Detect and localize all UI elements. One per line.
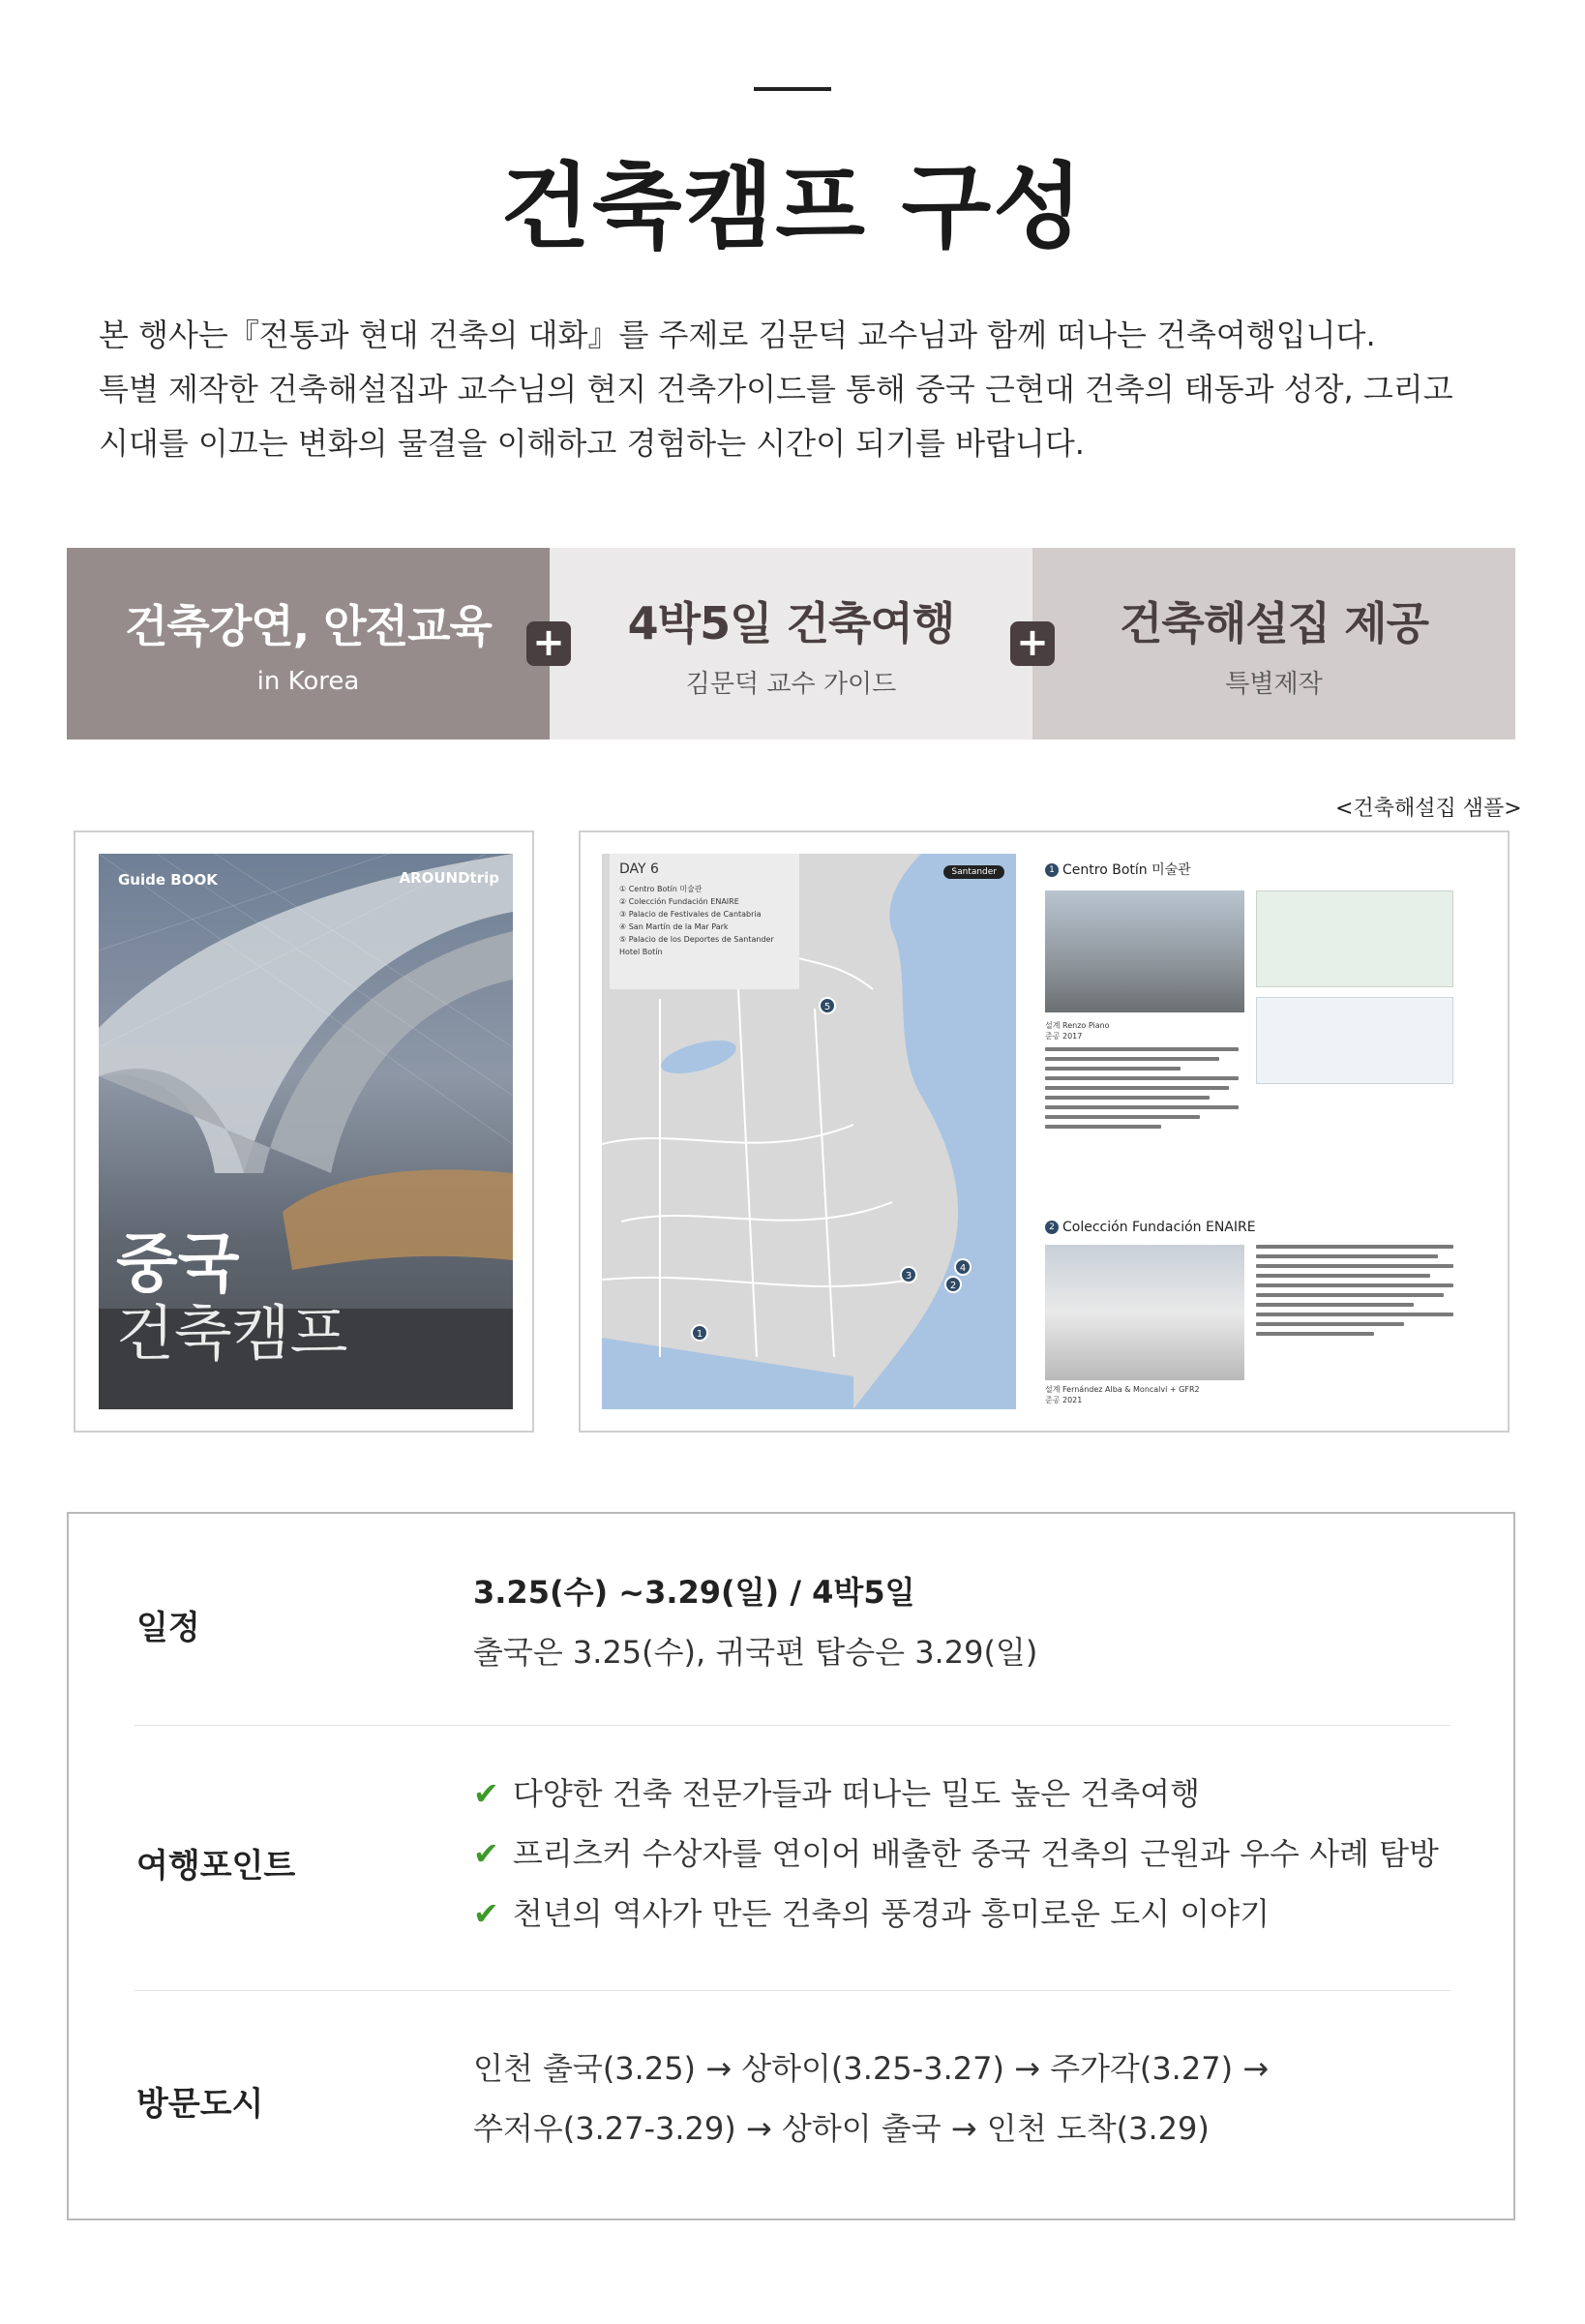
day-itinerary-box (610, 854, 799, 989)
guidebook-spread-image (579, 830, 1510, 1433)
step-guidebook (1032, 548, 1515, 739)
stop-item: ② Colección Fundación ENAIRE (619, 897, 739, 906)
schedule-dates: 3.25(수) ~3.29(일) / 4박5일 (473, 1574, 915, 1611)
day-label: DAY 6 (619, 861, 659, 877)
check-icon: ✔ (473, 1895, 499, 1932)
schedule-note: 출국은 3.25(수), 귀국편 탑승은 3.29(일) (473, 1634, 1038, 1671)
brand-logo: AROUNDtrip (399, 869, 499, 887)
step-title: 건축강연, 안전교육 (125, 600, 492, 652)
cover-photo (99, 854, 513, 1409)
travel-point-item: ✔ 다양한 건축 전문가들과 떠나는 밀도 높은 건축여행 (473, 1775, 1200, 1812)
stop-item: ① Centro Botín 미술관 (619, 885, 703, 893)
schedule-label: 일정 (136, 1609, 200, 1647)
check-icon: ✔ (473, 1835, 499, 1872)
site-plan-drawing (1256, 890, 1453, 987)
step-subtitle: in Korea (256, 667, 360, 696)
travel-points-label: 여행포인트 (136, 1847, 296, 1886)
step-lecture (67, 548, 550, 739)
section-title-text: Centro Botín 미술관 (1062, 862, 1191, 878)
guidebook-label: Guide BOOK (118, 871, 218, 889)
architect-caption: 설계 Renzo Piano 준공 2017 (1045, 1021, 1110, 1041)
cover-title-line1: 중국 (116, 1226, 240, 1301)
divider (135, 1990, 1450, 1991)
plus-icon: + (1010, 621, 1055, 666)
divider (135, 1725, 1450, 1726)
section-title-text: Colección Fundación ENAIRE (1062, 1220, 1256, 1235)
travel-point-item: ✔ 프리츠커 수상자를 연이어 배출한 중국 건축의 근원과 우수 사례 탐방 (473, 1835, 1439, 1872)
step-subtitle: 김문덕 교수 가이드 (685, 669, 897, 699)
step-trip (550, 548, 1032, 739)
step-title: 건축해설집 제공 (1119, 596, 1429, 649)
map-pin: 3 (900, 1266, 917, 1283)
cities-label: 방문도시 (136, 2085, 264, 2124)
camp-components (67, 548, 1515, 739)
stop-item: ③ Palacio de Festivales de Cantabria (619, 910, 762, 919)
title-accent-rule (754, 87, 831, 91)
step-title: 4박5일 건축여행 (627, 596, 955, 649)
section-title (1045, 860, 1191, 879)
map-pin: 1 (691, 1324, 708, 1342)
map-pin: 4 (954, 1258, 972, 1276)
architect-caption: 설계 Fernández Alba & Moncalvi + GFR2 준공 2021 (1045, 1385, 1200, 1404)
city-tag: Santander (943, 865, 1004, 879)
hotel-item: Hotel Botín (619, 948, 663, 956)
city-map (602, 854, 1016, 1409)
stop-item: ⑤ Palacio de los Deportes de Santander (619, 935, 774, 944)
section-drawing (1256, 997, 1453, 1084)
map-pin: 2 (944, 1276, 962, 1293)
section-title (1045, 1220, 1256, 1235)
check-icon: ✔ (473, 1775, 499, 1812)
cover-title-line2: 건축캠프 (116, 1298, 348, 1369)
cities-route-line1: 인천 출국(3.25) → 상하이(3.25-3.27) → 주가각(3.27) → (473, 2050, 1270, 2087)
building-photo (1045, 1245, 1244, 1380)
guidebook-text-page (1045, 854, 1490, 1409)
building-photo (1045, 890, 1244, 1012)
intro-line: 특별 제작한 건축해설집과 교수님의 현지 건축가이드를 통해 중국 근현대 건축의 태동과 성장, 그리고 (99, 371, 1453, 407)
sample-caption: <건축해설집 샘플> (1335, 797, 1522, 821)
plus-icon: + (526, 621, 571, 666)
stop-item: ④ San Martín de la Mar Park (619, 922, 729, 931)
cities-route-line2: 쑤저우(3.27-3.29) → 상하이 출국 → 인천 도착(3.29) (473, 2110, 1210, 2147)
page-title: 건축캠프 구성 (500, 153, 1085, 261)
section-number: 1 (1045, 863, 1059, 877)
trip-info-box (67, 1512, 1515, 2220)
guidebook-cover-image (74, 830, 534, 1433)
intro-line: 본 행사는『전통과 현대 건축의 대화』를 주제로 김문덕 교수님과 함께 떠나는 건축여행입니다. (99, 317, 1376, 353)
travel-point-item: ✔ 천년의 역사가 만든 건축의 풍경과 흥미로운 도시 이야기 (473, 1895, 1270, 1932)
step-subtitle: 특별제작 (1225, 669, 1323, 699)
map-pin: 5 (819, 997, 836, 1014)
body-text (1256, 1245, 1453, 1342)
body-text (1045, 1047, 1239, 1134)
intro-line: 시대를 이끄는 변화의 물결을 이해하고 경험하는 시간이 되기를 바랍니다. (99, 425, 1085, 462)
intro-text (99, 308, 1492, 470)
section-number: 2 (1045, 1221, 1059, 1234)
